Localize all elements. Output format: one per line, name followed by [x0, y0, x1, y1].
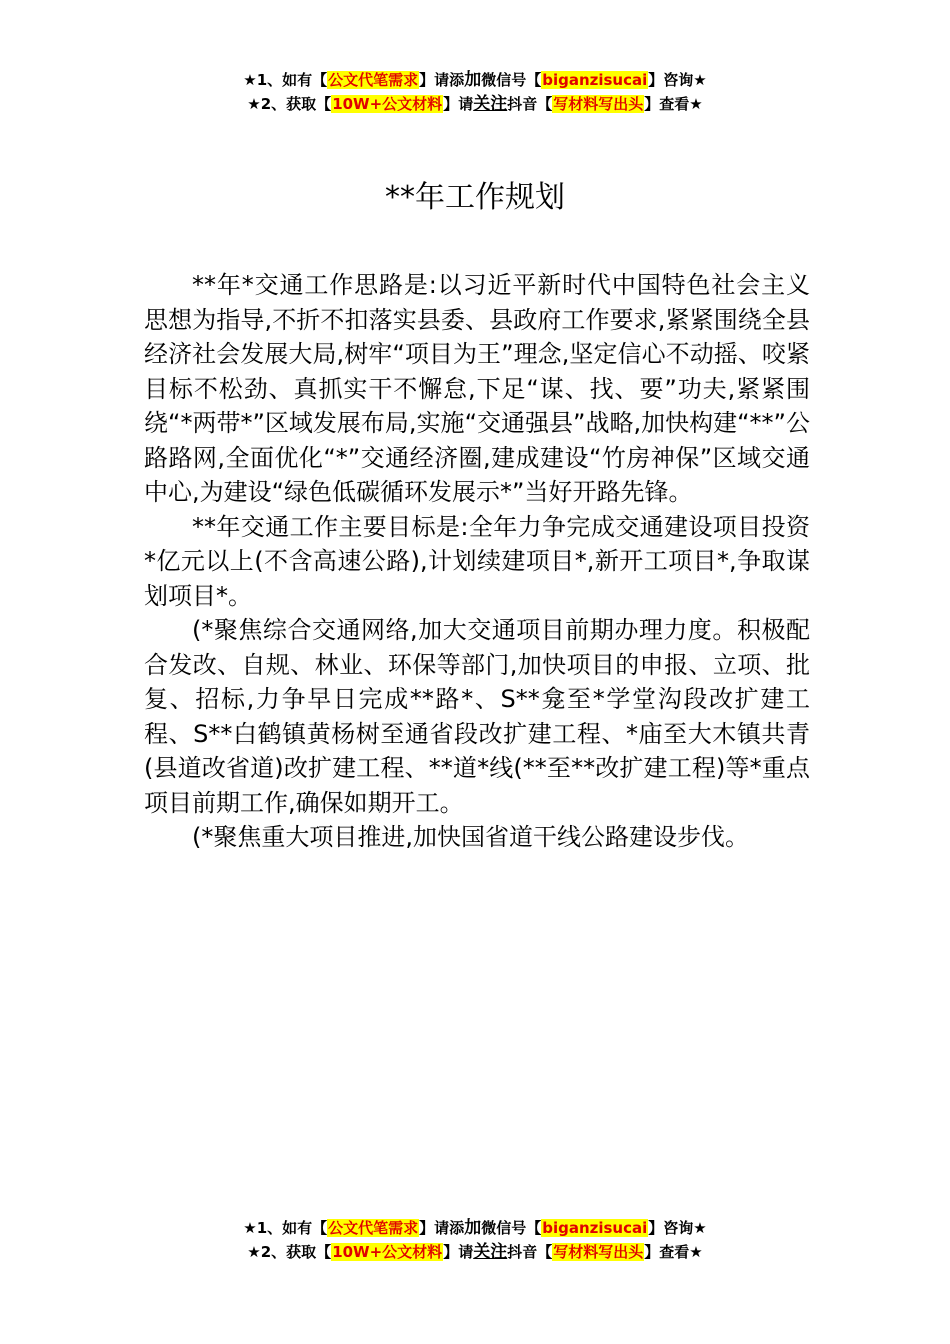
banner-text: 】咨询★ — [648, 1219, 707, 1237]
paragraph-project-focus: (*聚焦重大项目推进,加快国省道干线公路建设步伐。 — [192, 823, 749, 851]
banner-line-1 — [0, 1216, 950, 1240]
banner-text: 】查看★ — [644, 1243, 703, 1261]
banner-highlight-service: 公文代笔需求 — [328, 71, 419, 89]
banner-text-underlined: 关注 — [473, 94, 508, 114]
banner-text: ★1、如有【 — [243, 1219, 328, 1237]
header-banner — [0, 68, 950, 116]
banner-text-emphasis: 加 — [464, 1218, 482, 1238]
banner-text: 抖音【 — [507, 95, 553, 113]
banner-text: 】请 — [443, 95, 474, 113]
banner-text: 抖音【 — [507, 1243, 553, 1261]
banner-text: 】请添 — [419, 1219, 465, 1237]
banner-text: ★1、如有【 — [243, 71, 328, 89]
banner-text: 】请 — [443, 1243, 474, 1261]
banner-highlight-service: 公文代笔需求 — [328, 1219, 419, 1237]
banner-text: ★2、获取【 — [247, 95, 332, 113]
banner-text-underlined: 关注 — [473, 1242, 508, 1262]
document-title: **年工作规划 — [385, 180, 565, 215]
paragraph-main-goal: **年交通工作主要目标是:全年力争完成交通建设项目投资*亿元以上(不含高速公路),计划续建项目*,新开工项目*,争取谋划项目*。 — [144, 512, 810, 610]
banner-text-emphasis: 加 — [464, 70, 482, 90]
banner-line-2 — [0, 92, 950, 116]
banner-line-1 — [0, 68, 950, 92]
document-body — [144, 268, 810, 855]
banner-highlight-materials: 10W+公文材料 — [332, 95, 443, 113]
banner-text: 微信号【 — [481, 71, 542, 89]
paragraph-work-idea: **年*交通工作思路是:以习近平新时代中国特色社会主义思想为指导,不折不扣落实县委、县政府工作要求,紧紧围绕全县经济社会发展大局,树牢“项目为王”理念,坚定信心不动摇、咬紧目标不松劲、真抓实干不懈怠,下足“谋、找、要”功夫,紧紧围绕“*两带*”区域发展布局,实施“交通强县”战略,加快构建“**”公路路网,全面优化“*”交通经济圈,建成建设“竹房神保”区域交通中心,为建设“绿色低碳循环发展示*”当好开路先锋。 — [144, 271, 810, 506]
banner-highlight-douyin: 写材料写出头 — [553, 95, 644, 113]
banner-highlight-wechat: biganzisucai — [542, 1219, 648, 1237]
banner-line-2 — [0, 1240, 950, 1264]
banner-highlight-materials: 10W+公文材料 — [332, 1243, 443, 1261]
banner-text: ★2、获取【 — [247, 1243, 332, 1261]
banner-text: 微信号【 — [481, 1219, 542, 1237]
banner-text: 】请添 — [419, 71, 465, 89]
banner-text: 】查看★ — [644, 95, 703, 113]
footer-banner — [0, 1216, 950, 1264]
banner-highlight-wechat: biganzisucai — [542, 71, 648, 89]
banner-highlight-douyin: 写材料写出头 — [553, 1243, 644, 1261]
banner-text: 】咨询★ — [648, 71, 707, 89]
paragraph-network-focus: (*聚焦综合交通网络,加大交通项目前期办理力度。积极配合发改、自规、林业、环保等部门,加快项目的申报、立项、批复、招标,力争早日完成**路*、S**龛至*学堂沟段改扩建工程、S**白鹤镇黄杨树至通省段改扩建工程、*庙至大木镇共青(县道改省道)改扩建工程、**道*线(**至**改扩建工程)等*重点项目前期工作,确保如期开工。 — [144, 616, 810, 817]
